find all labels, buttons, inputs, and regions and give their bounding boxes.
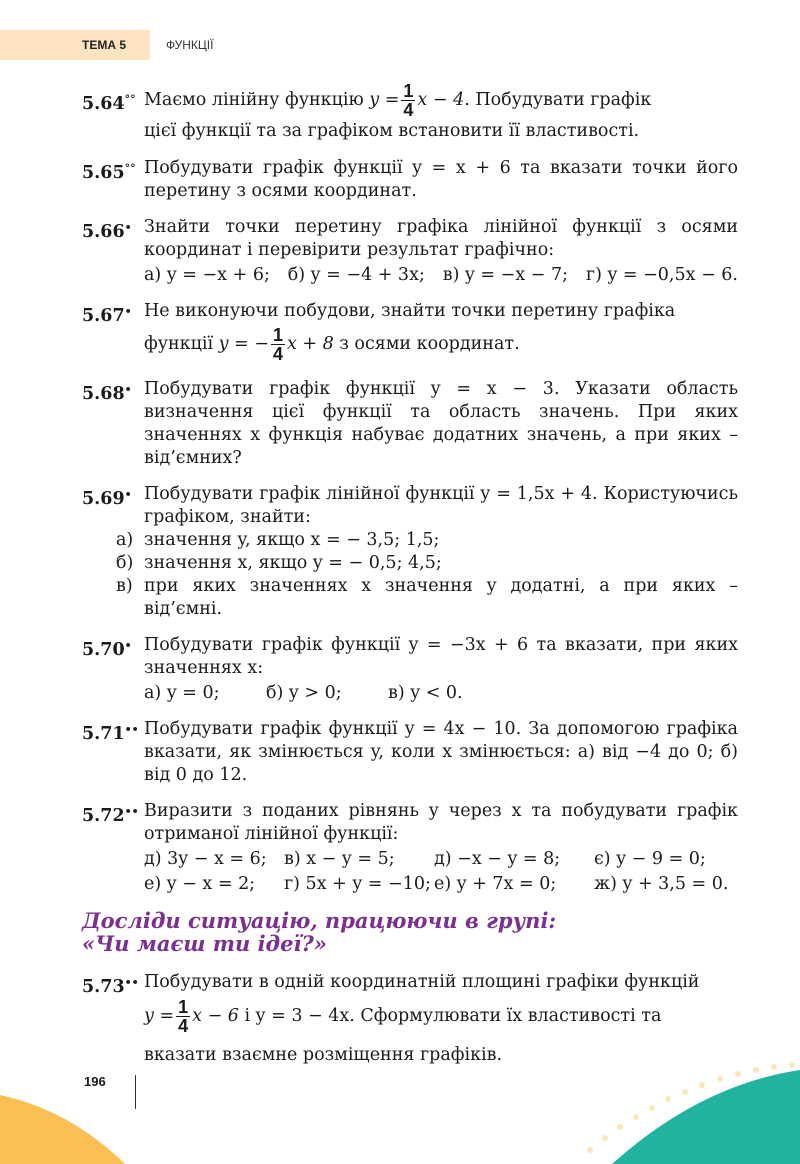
fraction: $\frac{1}{4}$ — [403, 81, 414, 120]
equations-row-2: е) y − x = 2; г) 5x + y = −10; е) y + 7x = 0; ж) y + 3,5 = 0. — [144, 874, 729, 894]
sub-item-a: а) значення y, якщо x = − 3,5; 1,5; — [116, 530, 440, 550]
orange-arc — [0, 1095, 125, 1164]
exercise-5-67: 5.67• Не виконуючи побудови, знайти точки перетину графіка функції y = − $\frac{1}{4}$ x + 8 з осями координат. — [82, 301, 676, 364]
exercise-number: 5.64°° — [82, 93, 136, 114]
fraction: $\frac{1}{4}$ — [272, 325, 283, 364]
exercise-5-71: 5.71•• Побудувати графік функції y = 4x − 10. За допомогою графіка вказати, як змінюється y, коли x змінюється: а) від −4 до 0; б) від 0 до 12. — [82, 719, 738, 785]
exercise-5-65: 5.65°° Побудувати графік функції y = x + 6 та вказати точки його перетину з осями координат. — [82, 158, 738, 201]
answer-options: а) y = −x + 6; б) y = −4 + 3x; в) y = −x − 7; г) y = −0,5x − 6. — [144, 265, 738, 285]
page-number: 196 — [84, 1074, 106, 1089]
fraction: $\frac{1}{4}$ — [178, 997, 189, 1036]
exercise-5-69: 5.69• Побудувати графік лінійної функції y = 1,5x + 4. Користуючись графіком, знайти: а) значення y, якщо x = − 3,5; 1,5; б) значення x, якщо y = − 0,5; 4,5; в) при яких значеннях x значення y додатні, а при яких – від’ємні. — [82, 484, 738, 619]
exercise-5-64: 5.64°° Маємо лінійну функцію y = $\frac{1}{4}$ x − 4. Побудувати графік цієї функції та за графіком встановити її властивості. — [82, 81, 652, 141]
exercise-5-70: 5.70• Побудувати графік функції y = −3x + 6 та вказати, при яких значеннях x: а) y = 0; б) y > 0; в) y < 0. — [82, 635, 738, 703]
exercise-5-73: 5.73•• Побудувати в одній координатній площині графіки функцій y = $\frac{1}{4}$ x − 6 і y = 3 − 4x. Сформулювати їх властивості та вказати взаємне розміщення графіків. — [82, 972, 700, 1065]
answer-options: а) y = 0; б) y > 0; в) y < 0. — [144, 683, 463, 703]
sub-item-b: б) значення x, якщо y = − 0,5; 4,5; — [116, 553, 442, 573]
page-header — [0, 30, 213, 60]
page-number-divider — [135, 1075, 136, 1109]
sub-item-c: в) при яких значеннях x значення y додатні, а при яких – від’ємні. — [116, 576, 738, 619]
topic-title: ФУНКЦІЇ — [166, 38, 214, 52]
equations-row-1: д) 3y − x = 6; в) x − y = 5; д) −x − y = 8; є) y − 9 = 0; — [144, 849, 706, 869]
exercise-5-68: 5.68• Побудувати графік функції y = x − 3. Указати область визначення цієї функції та область значень. При яких значеннях x функція набуває додатних значень, а при яких – від’ємних? — [82, 379, 738, 468]
teal-arc — [612, 1070, 800, 1164]
topic-tab: ТЕМА 5 — [0, 30, 150, 60]
exercise-list — [82, 81, 738, 1080]
exercise-5-72: 5.72•• Виразити з поданих рівнянь y через x та побудувати графік отриманої лінійної функції: д) 3y − x = 6; в) x − y = 5; д) −x − y = 8; є) y − 9 = 0; е) y − x = 2; г) 5x + y = −10; е) y + 7x = 0; ж) y + 3,5 = 0. — [82, 801, 738, 894]
exercise-5-66: 5.66• Знайти точки перетину графіка лінійної функції з осями координат і перевірити результат графічно: а) y = −x + 6; б) y = −4 + 3x; в) y = −x − 7; г) y = −0,5x − 6. — [82, 217, 738, 285]
section-heading: Досліди ситуацію, працюючи в групі: «Чи маєш ти ідеї?» — [82, 908, 557, 956]
